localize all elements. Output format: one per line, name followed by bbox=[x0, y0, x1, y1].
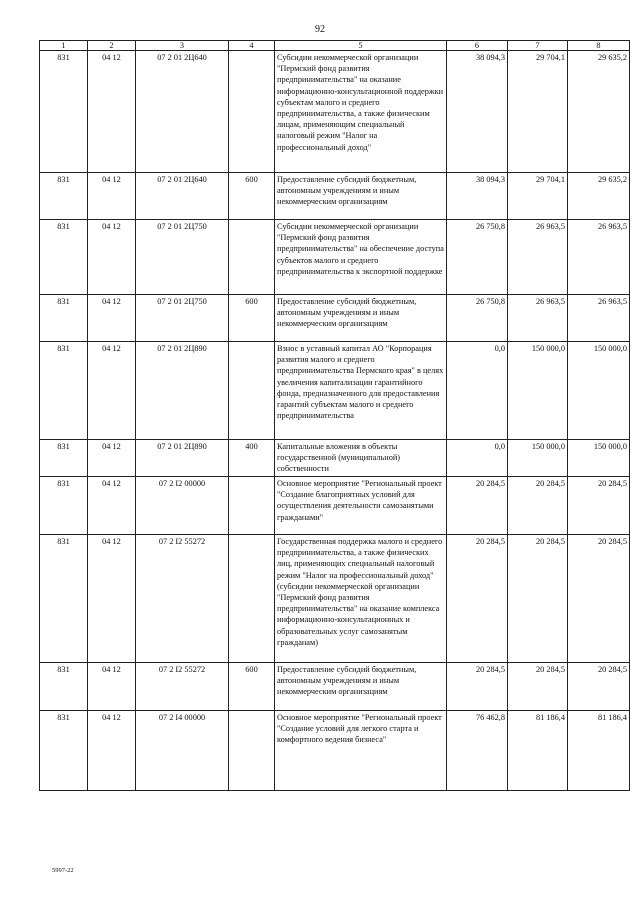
column-header: 4 bbox=[229, 41, 275, 51]
amount-cell: 29 704,1 bbox=[508, 173, 568, 220]
amount-cell: 29 635,2 bbox=[568, 51, 630, 173]
admin-code-cell: 831 bbox=[40, 663, 88, 711]
target-article-cell: 07 2 I4 00000 bbox=[136, 711, 229, 791]
description-cell: Государственная поддержка малого и среднего предпринимательства, а также физических лиц, применяющих специальный налоговый режим "Налог на профессиональный доход" (субсидии некоммерческой организации "Пермский фонд развития предпринимательства" на оказание комплекса информационно-консультационных и образовательных услуг самозанятым гражданам) bbox=[275, 535, 447, 663]
admin-code-cell: 831 bbox=[40, 440, 88, 477]
column-header: 3 bbox=[136, 41, 229, 51]
column-header: 8 bbox=[568, 41, 630, 51]
table-row bbox=[40, 173, 630, 220]
amount-cell: 20 284,5 bbox=[508, 477, 568, 535]
description-cell: Основное мероприятие "Региональный проект "Создание условий для легкого старта и комфортного ведения бизнеса" bbox=[275, 711, 447, 791]
expense-type-cell: 400 bbox=[229, 440, 275, 477]
admin-code-cell: 831 bbox=[40, 477, 88, 535]
table-row bbox=[40, 477, 630, 535]
amount-cell: 20 284,5 bbox=[568, 663, 630, 711]
target-article-cell: 07 2 01 2Ц890 bbox=[136, 440, 229, 477]
amount-cell: 29 635,2 bbox=[568, 173, 630, 220]
table-row bbox=[40, 440, 630, 477]
description-cell: Капитальные вложения в объекты государственной (муниципальной) собственности bbox=[275, 440, 447, 477]
description-cell: Предоставление субсидий бюджетным, автономным учреждениям и иным некоммерческим организациям bbox=[275, 295, 447, 342]
admin-code-cell: 831 bbox=[40, 295, 88, 342]
description-cell: Субсидии некоммерческой организации "Пермский фонд развития предпринимательства" на обеспечение доступа субъектов малого и среднего предпринимательства к экспортной поддержке bbox=[275, 220, 447, 295]
amount-cell: 150 000,0 bbox=[508, 342, 568, 440]
amount-cell: 26 963,5 bbox=[508, 295, 568, 342]
table-row bbox=[40, 51, 630, 173]
target-article-cell: 07 2 I2 55272 bbox=[136, 663, 229, 711]
description-cell: Взнос в уставный капитал АО "Корпорация развития малого и среднего предпринимательства Пермского края" в целях увеличения капитализации гарантийного фонда, предназначенного для предоставления гарантий субъектам малого и среднего предпринимательства bbox=[275, 342, 447, 440]
table-row bbox=[40, 663, 630, 711]
target-article-cell: 07 2 01 2Ц750 bbox=[136, 220, 229, 295]
target-article-cell: 07 2 I2 55272 bbox=[136, 535, 229, 663]
section-code-cell: 04 12 bbox=[88, 295, 136, 342]
column-header: 6 bbox=[447, 41, 508, 51]
target-article-cell: 07 2 01 2Ц640 bbox=[136, 173, 229, 220]
section-code-cell: 04 12 bbox=[88, 477, 136, 535]
document-code: 5997-22 bbox=[52, 867, 74, 874]
expense-type-cell bbox=[229, 711, 275, 791]
amount-cell: 20 284,5 bbox=[508, 535, 568, 663]
admin-code-cell: 831 bbox=[40, 220, 88, 295]
expense-type-cell bbox=[229, 477, 275, 535]
section-code-cell: 04 12 bbox=[88, 51, 136, 173]
amount-cell: 20 284,5 bbox=[447, 477, 508, 535]
amount-cell: 81 186,4 bbox=[508, 711, 568, 791]
amount-cell: 0,0 bbox=[447, 342, 508, 440]
expense-type-cell bbox=[229, 220, 275, 295]
expense-type-cell: 600 bbox=[229, 173, 275, 220]
expense-type-cell: 600 bbox=[229, 663, 275, 711]
section-code-cell: 04 12 bbox=[88, 220, 136, 295]
table-row bbox=[40, 342, 630, 440]
column-header: 2 bbox=[88, 41, 136, 51]
target-article-cell: 07 2 01 2Ц640 bbox=[136, 51, 229, 173]
column-header: 1 bbox=[40, 41, 88, 51]
table-row bbox=[40, 220, 630, 295]
section-code-cell: 04 12 bbox=[88, 711, 136, 791]
amount-cell: 81 186,4 bbox=[568, 711, 630, 791]
description-cell: Предоставление субсидий бюджетным, автономным учреждениям и иным некоммерческим организациям bbox=[275, 663, 447, 711]
description-cell: Предоставление субсидий бюджетным, автономным учреждениям и иным некоммерческим организациям bbox=[275, 173, 447, 220]
amount-cell: 150 000,0 bbox=[508, 440, 568, 477]
table-row bbox=[40, 535, 630, 663]
expense-type-cell bbox=[229, 342, 275, 440]
amount-cell: 76 462,8 bbox=[447, 711, 508, 791]
column-number-row bbox=[40, 41, 630, 51]
budget-table bbox=[39, 40, 630, 791]
section-code-cell: 04 12 bbox=[88, 342, 136, 440]
section-code-cell: 04 12 bbox=[88, 440, 136, 477]
amount-cell: 38 094,3 bbox=[447, 51, 508, 173]
admin-code-cell: 831 bbox=[40, 51, 88, 173]
amount-cell: 26 750,8 bbox=[447, 220, 508, 295]
description-cell: Субсидии некоммерческой организации "Пермский фонд развития предпринимательства" на оказание информационно-консультационной поддержки субъектам малого и среднего предпринимательства, а также физическим лицам, применяющим специальный налоговый режим "Налог на профессиональный доход" bbox=[275, 51, 447, 173]
column-header: 5 bbox=[275, 41, 447, 51]
section-code-cell: 04 12 bbox=[88, 663, 136, 711]
amount-cell: 20 284,5 bbox=[508, 663, 568, 711]
amount-cell: 26 750,8 bbox=[447, 295, 508, 342]
page-number: 92 bbox=[315, 24, 325, 35]
amount-cell: 38 094,3 bbox=[447, 173, 508, 220]
expense-type-cell bbox=[229, 51, 275, 173]
table-row bbox=[40, 711, 630, 791]
amount-cell: 26 963,5 bbox=[568, 295, 630, 342]
amount-cell: 29 704,1 bbox=[508, 51, 568, 173]
target-article-cell: 07 2 01 2Ц750 bbox=[136, 295, 229, 342]
amount-cell: 150 000,0 bbox=[568, 440, 630, 477]
table-row bbox=[40, 295, 630, 342]
admin-code-cell: 831 bbox=[40, 535, 88, 663]
expense-type-cell: 600 bbox=[229, 295, 275, 342]
amount-cell: 20 284,5 bbox=[447, 535, 508, 663]
column-header: 7 bbox=[508, 41, 568, 51]
section-code-cell: 04 12 bbox=[88, 535, 136, 663]
amount-cell: 0,0 bbox=[447, 440, 508, 477]
amount-cell: 20 284,5 bbox=[568, 477, 630, 535]
admin-code-cell: 831 bbox=[40, 173, 88, 220]
target-article-cell: 07 2 01 2Ц890 bbox=[136, 342, 229, 440]
section-code-cell: 04 12 bbox=[88, 173, 136, 220]
amount-cell: 20 284,5 bbox=[568, 535, 630, 663]
admin-code-cell: 831 bbox=[40, 342, 88, 440]
description-cell: Основное мероприятие "Региональный проект "Создание благоприятных условий для осуществления деятельности самозанятыми гражданами" bbox=[275, 477, 447, 535]
amount-cell: 26 963,5 bbox=[568, 220, 630, 295]
amount-cell: 20 284,5 bbox=[447, 663, 508, 711]
admin-code-cell: 831 bbox=[40, 711, 88, 791]
amount-cell: 26 963,5 bbox=[508, 220, 568, 295]
target-article-cell: 07 2 I2 00000 bbox=[136, 477, 229, 535]
expense-type-cell bbox=[229, 535, 275, 663]
amount-cell: 150 000,0 bbox=[568, 342, 630, 440]
